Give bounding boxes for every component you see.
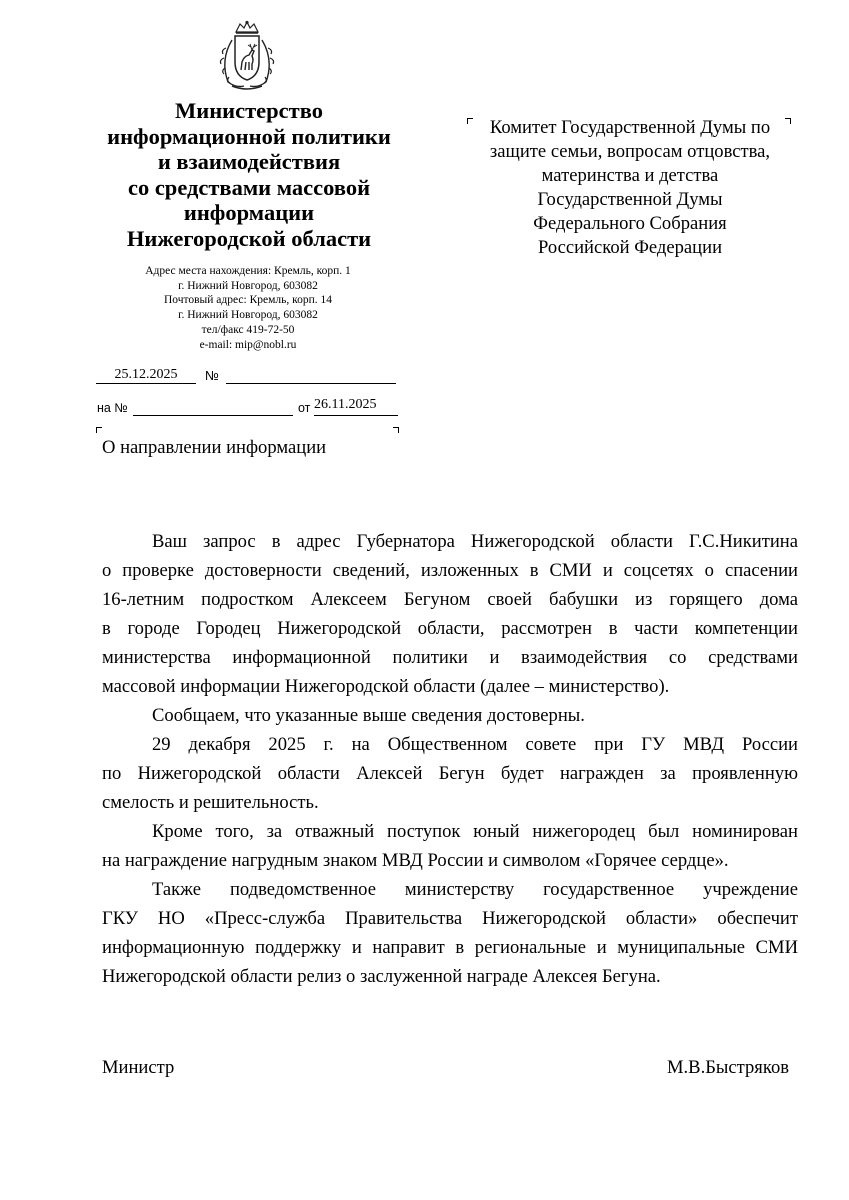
body-paragraph <box>102 875 798 991</box>
coat-of-arms-icon <box>214 20 280 92</box>
body-line: массовой информации Нижегородской области (далее – министерство). <box>102 676 670 697</box>
signatory-title: Министр <box>102 1057 175 1078</box>
ministry-name-line: Нижегородской области <box>126 225 372 251</box>
addressee-line: защите семьи, вопросам отцовства, <box>489 141 771 162</box>
body-paragraph <box>102 527 798 701</box>
incoming-number-label: на № <box>97 401 128 415</box>
body-line: в городе Городец Нижегородской области, рассмотрен в части компетенции <box>102 618 798 639</box>
ministry-name-line: и взаимодействия <box>157 149 341 174</box>
addressee-line: Федерального Собрания <box>533 213 727 234</box>
from-date-label: от <box>298 401 311 415</box>
body-line: информационную поддержку и направит в региональные и муниципальные СМИ <box>102 937 798 958</box>
ministry-name-line: информации <box>183 200 315 225</box>
body-line: Нижегородской области релиз о заслуженной награде Алексея Бегуна. <box>102 966 661 987</box>
document-number <box>226 366 396 384</box>
ministry-name-line: информационной политики <box>107 123 391 149</box>
body-line: ГКУ НО «Пресс-служба Правительства Нижегородской области» обеспечит <box>102 908 798 929</box>
addressee <box>468 116 792 260</box>
corner-mark <box>393 427 399 433</box>
body-line: Кроме того, за отважный поступок юный нижегородец был номинирован <box>152 821 798 842</box>
address-line: Почтовый адрес: Кремль, корп. 14 <box>163 294 333 307</box>
body-line: о проверке достоверности сведений, изложенных в СМИ и соцсетях о спасении <box>102 560 798 581</box>
body-line: 16-летним подростком Алексеем Бегуном своей бабушки из горящего дома <box>102 589 798 610</box>
addressee-line: Комитет Государственной Думы по <box>489 117 771 138</box>
incoming-number <box>133 399 293 416</box>
ministry-name-line: со средствами массовой <box>127 174 371 200</box>
address-line: г. Нижний Новгород, 603082 <box>178 309 318 322</box>
body-line: по Нижегородской области Алексей Бегун будет награжден за проявленную <box>102 763 798 784</box>
body-line: смелость и решительность. <box>102 792 319 813</box>
email-line: e-mail: mip@nobl.ru <box>199 338 297 351</box>
body-line: 29 декабря 2025 г. на Общественном совете при ГУ МВД России <box>152 734 798 755</box>
address-line: тел/факс 419-72-50 <box>201 323 295 336</box>
address-line: г. Нижний Новгород, 603082 <box>178 279 318 292</box>
number-label: № <box>205 368 219 383</box>
body-line: Сообщаем, что указанные выше сведения достоверны. <box>152 705 585 726</box>
address-line: Адрес места нахождения: Кремль, корп. 1 <box>145 265 351 277</box>
body-paragraph <box>102 701 798 730</box>
body-paragraph <box>102 730 798 817</box>
addressee-line: Государственной Думы <box>537 189 723 210</box>
ministry-address <box>100 264 396 352</box>
body-paragraph <box>102 817 798 875</box>
body-line: Также подведомственное министерству государственное учреждение <box>152 879 798 900</box>
ministry-name-line: Министерство <box>175 98 323 123</box>
addressee-line: материнства и детства <box>541 165 719 186</box>
ministry-name <box>90 98 408 251</box>
letter-subject: О направлении информации <box>102 437 327 458</box>
body-line: Ваш запрос в адрес Губернатора Нижегородской области Г.С.Никитина <box>152 531 798 552</box>
letter-body <box>102 527 798 991</box>
document-date: 25.12.2025 <box>114 367 178 382</box>
body-line: министерства информационной политики и взаимодействия со средствами <box>102 647 798 668</box>
corner-mark <box>96 427 102 433</box>
body-line: на награждение нагрудным знаком МВД России и символом «Горячее сердце». <box>102 850 729 871</box>
addressee-line: Российской Федерации <box>537 237 723 258</box>
signatory-name: М.В.Быстряков <box>667 1057 790 1078</box>
from-date: 26.11.2025 <box>314 397 377 412</box>
